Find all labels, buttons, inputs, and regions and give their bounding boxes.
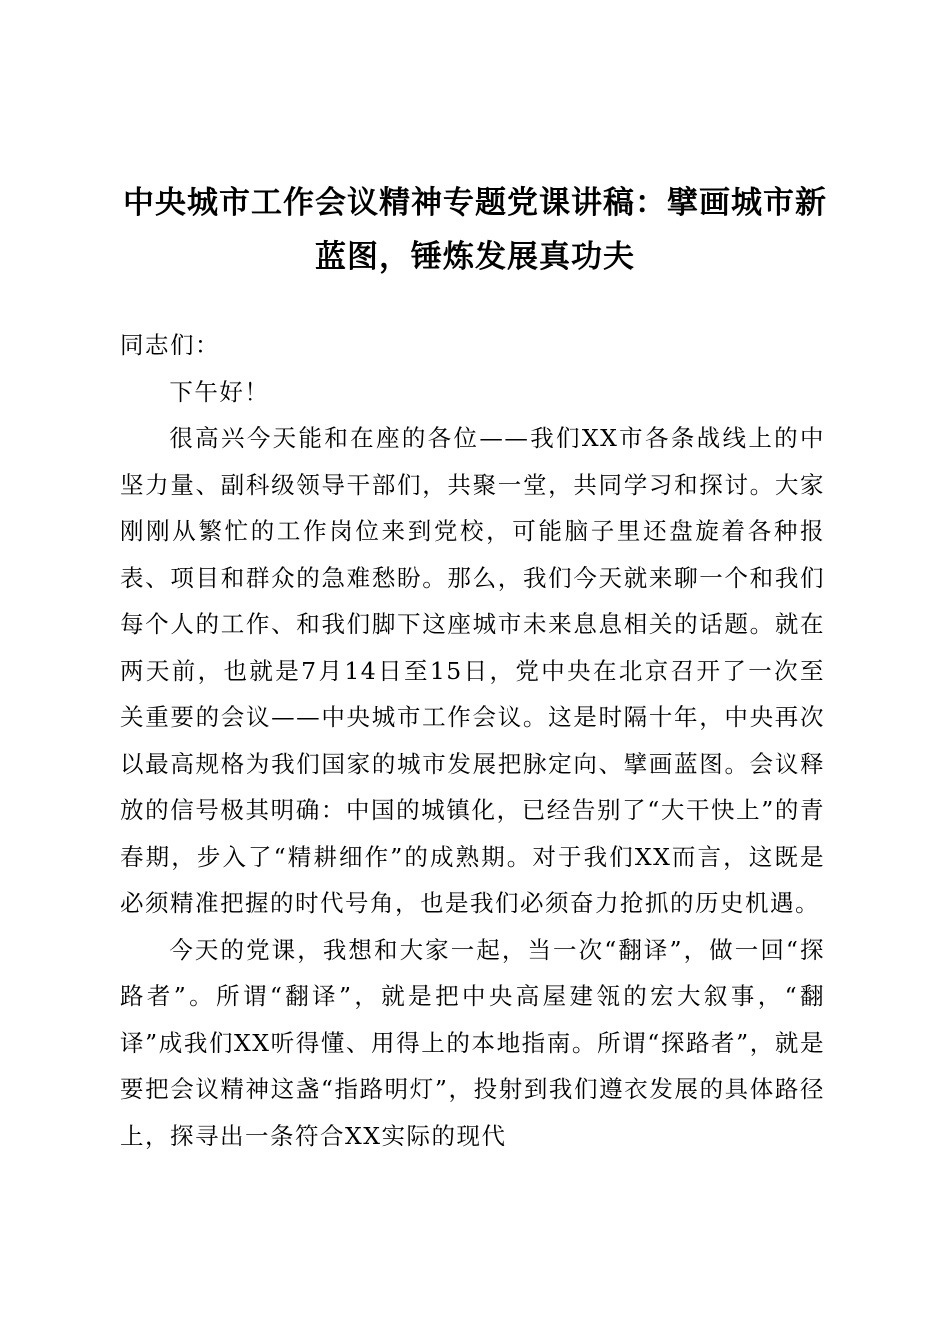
paragraph-greeting: 下午好！ bbox=[169, 377, 270, 406]
paragraph-introduction: 很高兴今天能和在座的各位——我们XX市各条战线上的中坚力量、副科级领导干部们，共聚一堂，共同学习和探讨。大家刚刚从繁忙的工作岗位来到党校，可能脑子里还盘旋着各种报表、项目和群众的急难愁盼。那么，我们今天就来聊一个和我们每个人的工作、和我们脚下这座城市未来息息相关的话题。就在两天前，也就是7月14日至15日，党中央在北京召开了一次至关重要的会议——中央城市工作会议。这是时隔十年，中央再次以最高规格为我们国家的城市发展把脉定向、擘画蓝图。会议释放的信号极其明确：中国的城镇化，已经告别了“大干快上”的青春期，步入了“精耕细作”的成熟期。对于我们XX而言，这既是必须精准把握的时代号角，也是我们必须奋力抢抓的历史机遇。 bbox=[120, 424, 825, 917]
paragraph-purpose: 今天的党课，我想和大家一起，当一次“翻译”，做一回“探路者”。所谓“翻译”，就是把中央高屋建瓴的宏大叙事，“翻译”成我们XX听得懂、用得上的本地指南。所谓“探路者”，就是要把会议精神这盏“指路明灯”，投射到我们遵衣发展的具体路径上，探寻出一条符合XX实际的现代 bbox=[120, 935, 825, 1150]
salutation: 同志们： bbox=[120, 331, 220, 359]
document-body bbox=[120, 322, 825, 1159]
document-title: 中央城市工作会议精神专题党课讲稿：擘画城市新蓝图，锤炼发展真功夫 bbox=[123, 185, 827, 275]
